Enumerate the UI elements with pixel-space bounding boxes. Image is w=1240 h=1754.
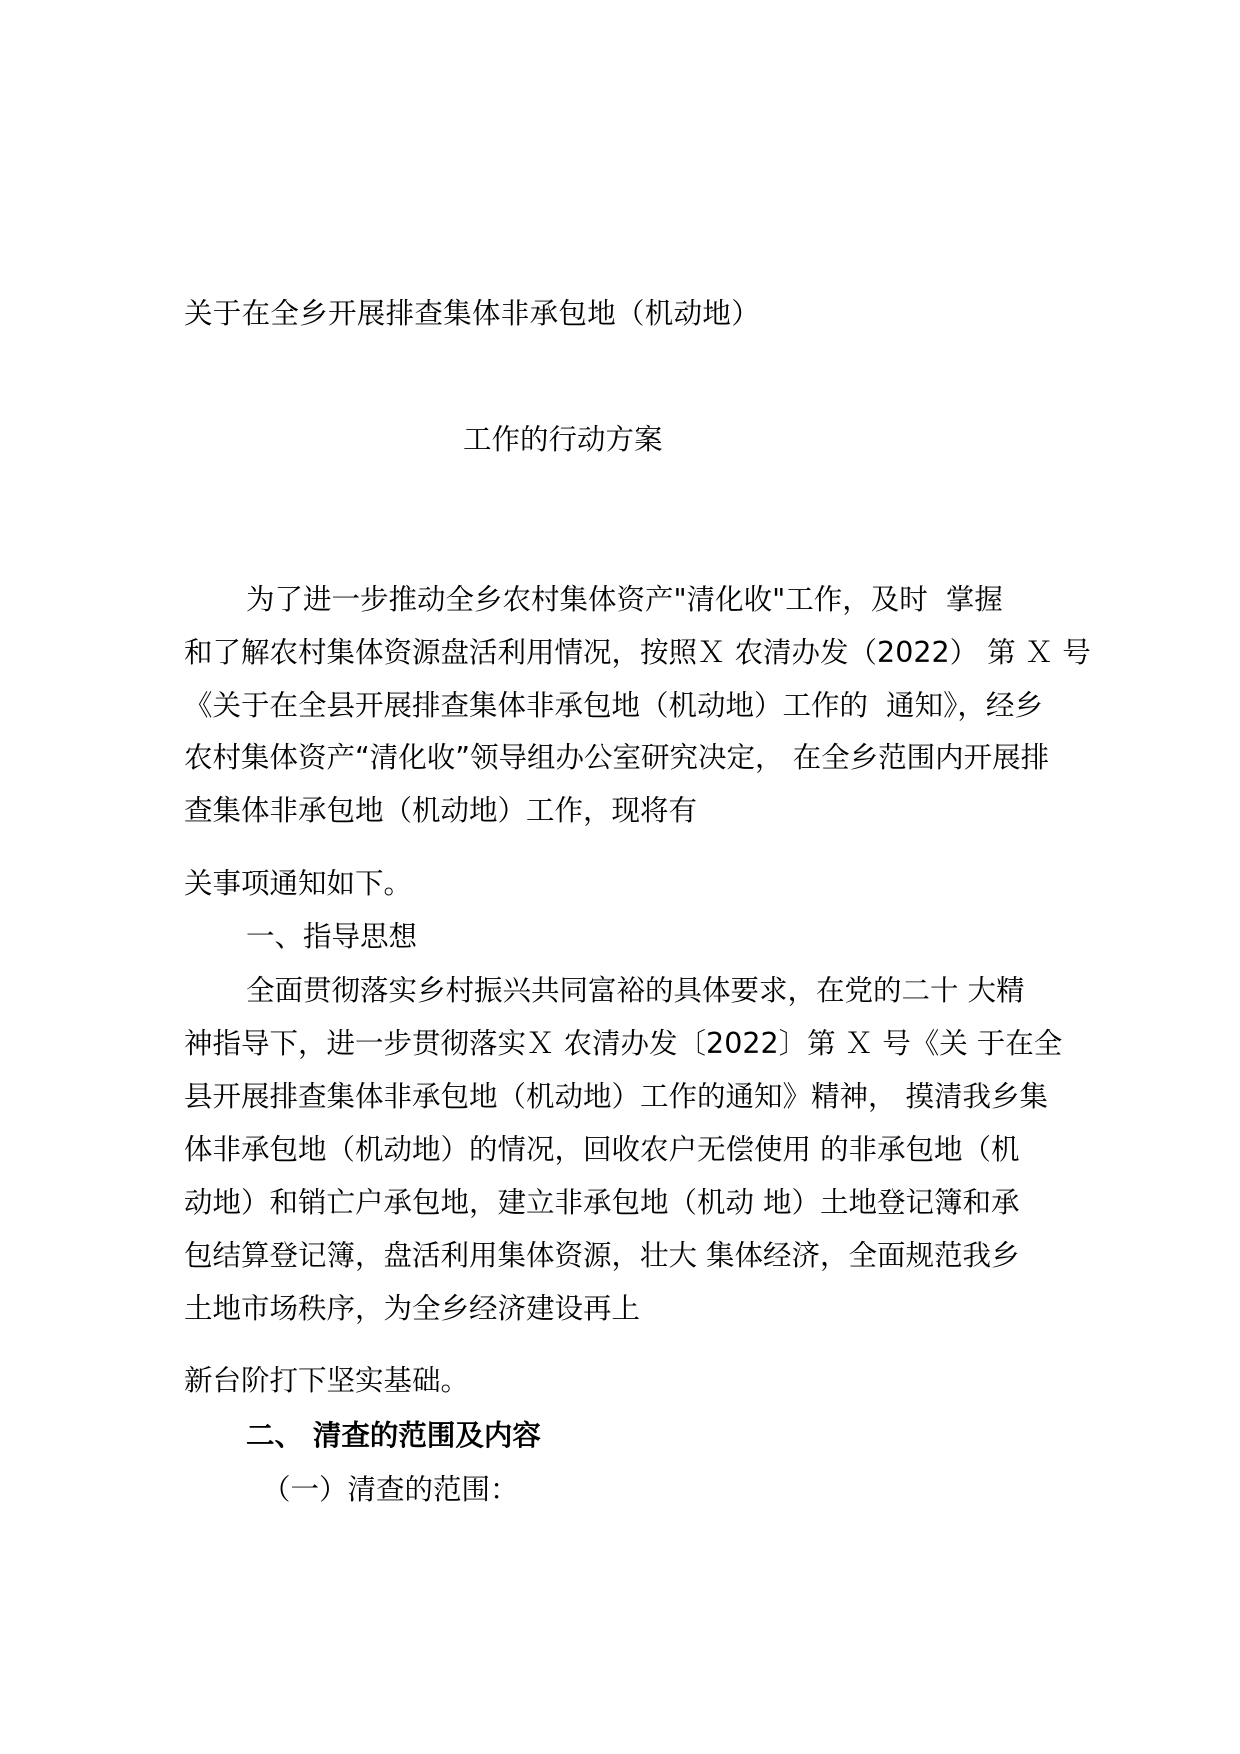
section-heading-1: 一、指导思想 bbox=[246, 920, 418, 953]
paragraph-line: 查集体非承包地（机动地）工作，现将有 bbox=[184, 794, 698, 827]
paragraph-line: 县开展排查集体非承包地（机动地）工作的通知》精神， 摸清我乡集 bbox=[184, 1080, 1049, 1113]
paragraph-line: 为了进一步推动全乡农村集体资产"清化收"工作，及时 掌握 bbox=[246, 583, 1003, 616]
document-title-line1: 关于在全乡开展排查集体非承包地（机动地） bbox=[184, 297, 761, 330]
document-title-line2: 工作的行动方案 bbox=[463, 423, 663, 456]
paragraph-line: 新台阶打下坚实基础。 bbox=[184, 1364, 470, 1397]
paragraph-line: 关事项通知如下。 bbox=[184, 867, 413, 900]
subsection-heading-1: （一）清查的范围： bbox=[262, 1473, 519, 1506]
section-heading-2: 二、 清查的范围及内容 bbox=[246, 1419, 541, 1452]
paragraph-line: 土地市场秩序，为全乡经济建设再上 bbox=[184, 1292, 641, 1325]
paragraph-line: 包结算登记簿，盘活利用集体资源，壮大 集体经济，全面规范我乡 bbox=[184, 1239, 1020, 1272]
paragraph-line: 神指导下，进一步贯彻落实Ｘ 农清办发〔2022〕第 Ｘ 号《关 于在全 bbox=[184, 1027, 1063, 1060]
paragraph-line: 体非承包地（机动地）的情况，回收农户无偿使用 的非承包地（机 bbox=[184, 1133, 1020, 1166]
paragraph-line: 动地）和销亡户承包地，建立非承包地（机动 地）土地登记簿和承 bbox=[184, 1186, 1020, 1219]
paragraph-line: 农村集体资产“清化收”领导组办公室研究决定， 在全乡范围内开展排 bbox=[184, 741, 1050, 774]
paragraph-line: 《关于在全县开展排查集体非承包地（机动地）工作的 通知》，经乡 bbox=[184, 689, 1043, 722]
paragraph-line: 全面贯彻落实乡村振兴共同富裕的具体要求，在党的二十 大精 bbox=[246, 974, 1025, 1007]
paragraph-line: 和了解农村集体资源盘活利用情况，按照Ｘ 农清办发（2022） 第 Ｘ 号 bbox=[184, 636, 1091, 669]
